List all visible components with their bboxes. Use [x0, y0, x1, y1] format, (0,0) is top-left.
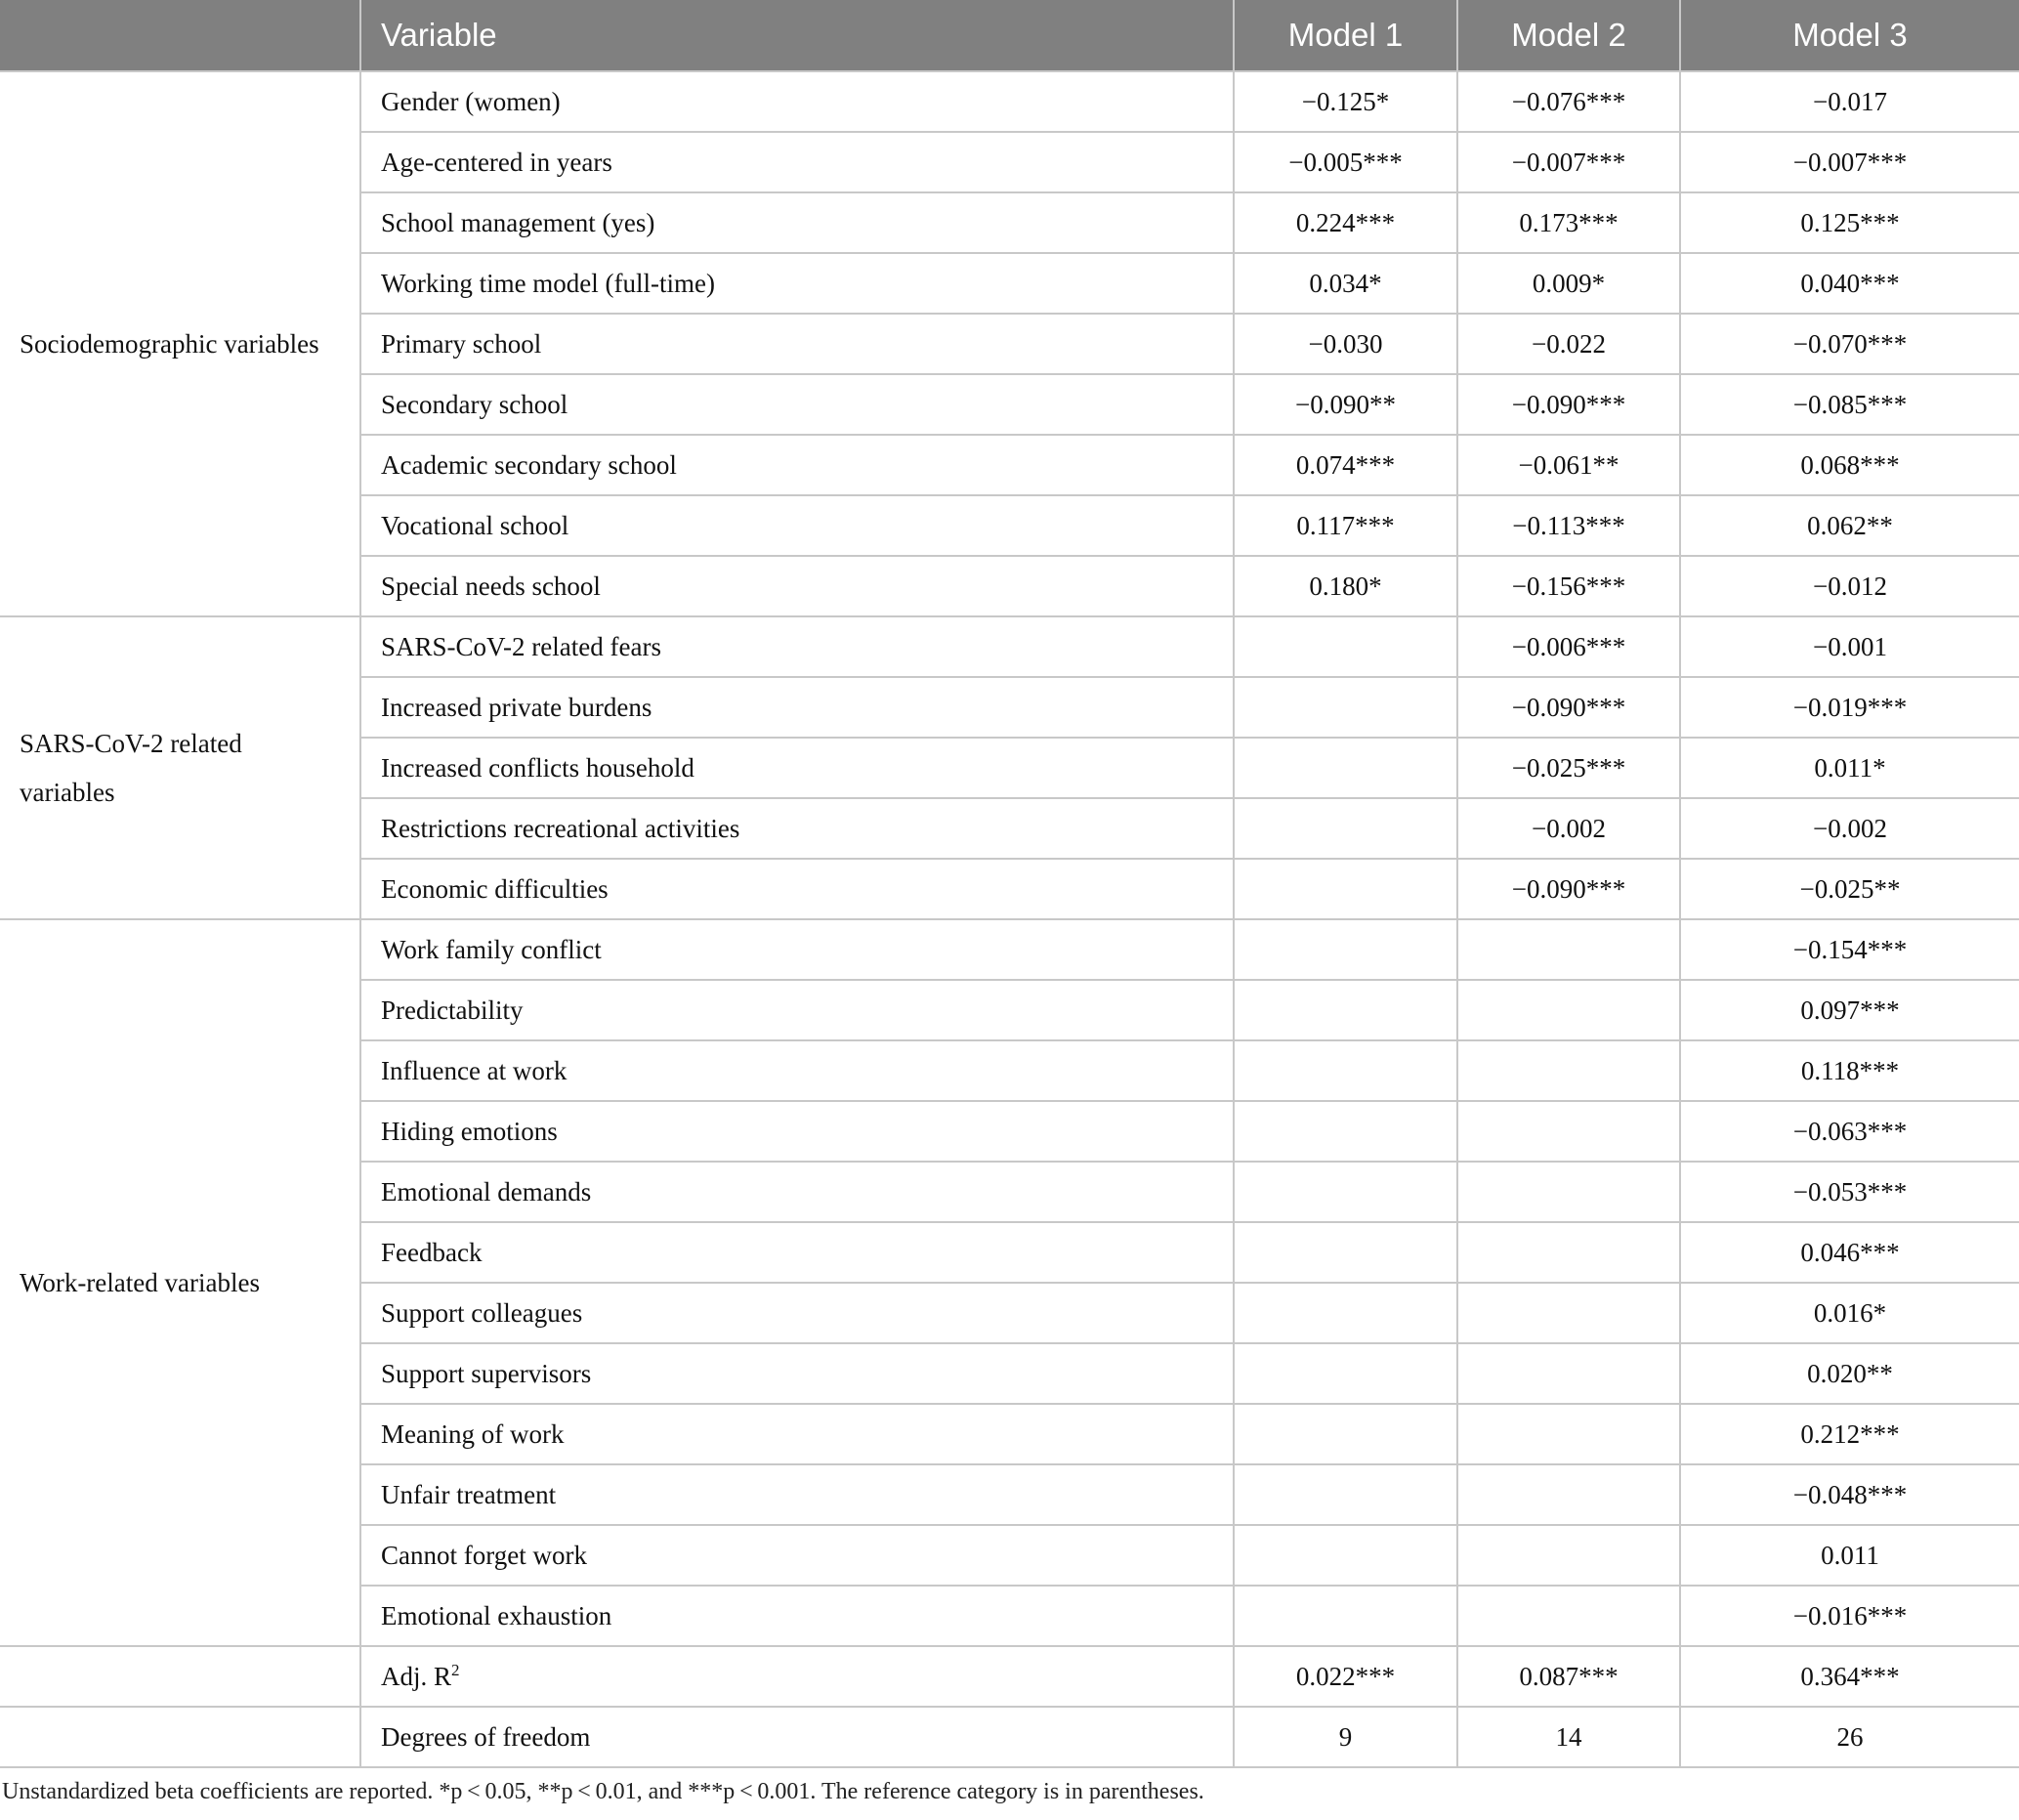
row-model-2 [1457, 919, 1680, 980]
row-model-2: −0.007*** [1457, 132, 1680, 192]
adj-r2-model-3: 0.364*** [1680, 1646, 2019, 1707]
row-model-3: 0.212*** [1680, 1404, 2019, 1464]
row-variable: Feedback [360, 1222, 1234, 1283]
row-variable: Age-centered in years [360, 132, 1234, 192]
row-model-2: −0.156*** [1457, 556, 1680, 616]
row-model-1: 0.180* [1234, 556, 1457, 616]
row-model-3: 0.062** [1680, 495, 2019, 556]
row-model-2: −0.022 [1457, 314, 1680, 374]
row-model-2: −0.025*** [1457, 738, 1680, 798]
row-model-3: −0.012 [1680, 556, 2019, 616]
table-row [0, 71, 2019, 132]
summary-row-df [0, 1707, 2019, 1767]
row-model-3: −0.019*** [1680, 677, 2019, 738]
group-work-related: Work-related variables [0, 919, 360, 1646]
row-model-1 [1234, 616, 1457, 677]
adj-r2-superscript: 2 [451, 1660, 460, 1679]
row-variable: Hiding emotions [360, 1101, 1234, 1162]
row-model-2: −0.090*** [1457, 374, 1680, 435]
row-model-1: −0.005*** [1234, 132, 1457, 192]
row-model-1 [1234, 1101, 1457, 1162]
row-model-2: −0.006*** [1457, 616, 1680, 677]
row-variable: Academic secondary school [360, 435, 1234, 495]
row-model-1: −0.030 [1234, 314, 1457, 374]
group-sars-cov-2: SARS-CoV-2 related variables [0, 616, 360, 919]
row-model-1 [1234, 1586, 1457, 1646]
row-model-1 [1234, 1162, 1457, 1222]
row-model-3: 0.011* [1680, 738, 2019, 798]
row-model-2: −0.090*** [1457, 859, 1680, 919]
row-model-1 [1234, 919, 1457, 980]
group-sociodemographic: Sociodemographic variables [0, 71, 360, 616]
row-model-2: −0.002 [1457, 798, 1680, 859]
row-model-3: 0.020** [1680, 1343, 2019, 1404]
row-model-2: −0.113*** [1457, 495, 1680, 556]
row-variable: Restrictions recreational activities [360, 798, 1234, 859]
row-model-3: −0.001 [1680, 616, 2019, 677]
row-variable: Support supervisors [360, 1343, 1234, 1404]
row-model-1 [1234, 1525, 1457, 1586]
adj-r2-label-cell [360, 1646, 1234, 1707]
df-model-1: 9 [1234, 1707, 1457, 1767]
row-variable: Influence at work [360, 1040, 1234, 1101]
row-variable: Working time model (full-time) [360, 253, 1234, 314]
row-model-3: −0.016*** [1680, 1586, 2019, 1646]
adj-r2-label: Adj. R [381, 1661, 452, 1691]
row-model-3: 0.118*** [1680, 1040, 2019, 1101]
row-model-1 [1234, 1040, 1457, 1101]
row-model-2 [1457, 1222, 1680, 1283]
row-model-1: 0.117*** [1234, 495, 1457, 556]
header-group [0, 0, 360, 71]
row-variable: SARS-CoV-2 related fears [360, 616, 1234, 677]
row-model-3: 0.040*** [1680, 253, 2019, 314]
df-model-3: 26 [1680, 1707, 2019, 1767]
row-model-2: 0.173*** [1457, 192, 1680, 253]
table-body [0, 71, 2019, 1767]
table-row [0, 616, 2019, 677]
row-model-3: −0.025** [1680, 859, 2019, 919]
row-model-1 [1234, 677, 1457, 738]
row-model-1: 0.224*** [1234, 192, 1457, 253]
row-model-3: −0.048*** [1680, 1464, 2019, 1525]
summary-empty-cell [0, 1646, 360, 1707]
row-model-1: 0.034* [1234, 253, 1457, 314]
row-variable: Increased conflicts household [360, 738, 1234, 798]
row-model-1 [1234, 798, 1457, 859]
row-variable: Predictability [360, 980, 1234, 1040]
row-model-3: −0.063*** [1680, 1101, 2019, 1162]
row-variable: Vocational school [360, 495, 1234, 556]
adj-r2-model-2: 0.087*** [1457, 1646, 1680, 1707]
row-model-3: −0.085*** [1680, 374, 2019, 435]
table-row [0, 919, 2019, 980]
row-model-2: −0.076*** [1457, 71, 1680, 132]
row-model-3: 0.068*** [1680, 435, 2019, 495]
row-model-3: 0.011 [1680, 1525, 2019, 1586]
summary-empty-cell [0, 1707, 360, 1767]
row-model-1: 0.074*** [1234, 435, 1457, 495]
row-variable: Primary school [360, 314, 1234, 374]
row-model-1 [1234, 1464, 1457, 1525]
row-model-2 [1457, 1404, 1680, 1464]
table-header [0, 0, 2019, 71]
row-model-2 [1457, 1101, 1680, 1162]
row-model-2: −0.061** [1457, 435, 1680, 495]
row-model-1 [1234, 1404, 1457, 1464]
header-model-2: Model 2 [1457, 0, 1680, 71]
row-model-2 [1457, 1586, 1680, 1646]
row-model-1 [1234, 980, 1457, 1040]
header-model-1: Model 1 [1234, 0, 1457, 71]
row-variable: School management (yes) [360, 192, 1234, 253]
header-model-3: Model 3 [1680, 0, 2019, 71]
row-variable: Increased private burdens [360, 677, 1234, 738]
row-model-2: 0.009* [1457, 253, 1680, 314]
summary-row-adj-r2 [0, 1646, 2019, 1707]
row-variable: Meaning of work [360, 1404, 1234, 1464]
header-row [0, 0, 2019, 71]
row-model-2: −0.090*** [1457, 677, 1680, 738]
row-model-1 [1234, 1222, 1457, 1283]
row-variable: Economic difficulties [360, 859, 1234, 919]
row-variable: Gender (women) [360, 71, 1234, 132]
row-variable: Emotional demands [360, 1162, 1234, 1222]
df-model-2: 14 [1457, 1707, 1680, 1767]
row-model-3: 0.097*** [1680, 980, 2019, 1040]
row-model-3: −0.053*** [1680, 1162, 2019, 1222]
row-variable: Emotional exhaustion [360, 1586, 1234, 1646]
row-model-2 [1457, 1525, 1680, 1586]
row-model-2 [1457, 1040, 1680, 1101]
row-model-3: 0.046*** [1680, 1222, 2019, 1283]
adj-r2-model-1: 0.022*** [1234, 1646, 1457, 1707]
row-model-1 [1234, 1283, 1457, 1343]
table-footnote: Unstandardized beta coefficients are reported. *p < 0.05, **p < 0.01, and ***p < 0.001. The reference category is in parentheses. [2, 1779, 1204, 1804]
row-model-3: −0.002 [1680, 798, 2019, 859]
row-model-2 [1457, 1343, 1680, 1404]
row-variable: Support colleagues [360, 1283, 1234, 1343]
row-model-3: −0.070*** [1680, 314, 2019, 374]
row-model-3: −0.007*** [1680, 132, 2019, 192]
row-model-1 [1234, 1343, 1457, 1404]
df-label: Degrees of freedom [360, 1707, 1234, 1767]
row-model-1: −0.125* [1234, 71, 1457, 132]
row-model-3: −0.017 [1680, 71, 2019, 132]
row-model-3: −0.154*** [1680, 919, 2019, 980]
row-variable: Cannot forget work [360, 1525, 1234, 1586]
row-model-1: −0.090** [1234, 374, 1457, 435]
row-model-2 [1457, 1162, 1680, 1222]
row-model-3: 0.125*** [1680, 192, 2019, 253]
header-variable: Variable [360, 0, 1234, 71]
row-variable: Special needs school [360, 556, 1234, 616]
row-variable: Secondary school [360, 374, 1234, 435]
row-variable: Unfair treatment [360, 1464, 1234, 1525]
row-model-2 [1457, 1464, 1680, 1525]
row-model-1 [1234, 859, 1457, 919]
row-model-2 [1457, 1283, 1680, 1343]
row-model-1 [1234, 738, 1457, 798]
row-variable: Work family conflict [360, 919, 1234, 980]
row-model-3: 0.016* [1680, 1283, 2019, 1343]
row-model-2 [1457, 980, 1680, 1040]
